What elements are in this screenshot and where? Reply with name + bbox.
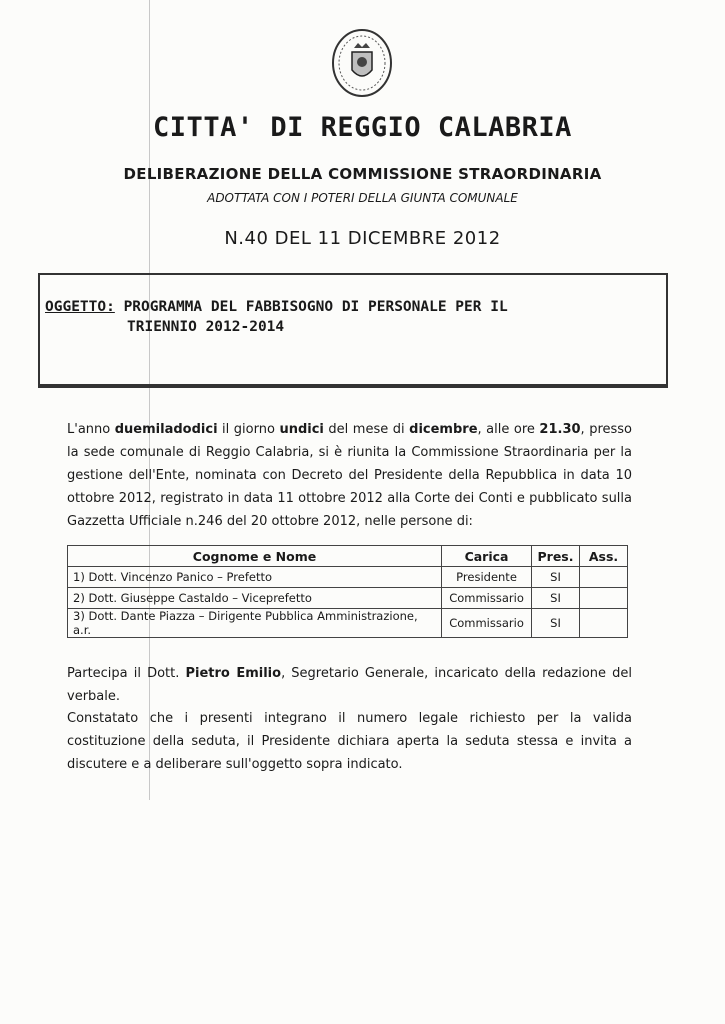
table-row [68,567,628,588]
subject-label: OGGETTO: [45,299,115,315]
member-name: 1) Dott. Vincenzo Panico – Prefetto [68,567,442,588]
time-value: 21.30 [539,422,581,437]
member-role: Presidente [442,567,532,588]
header-role: Carica [442,546,532,567]
deliberation-body-title: DELIBERAZIONE DELLA COMMISSIONE STRAORDINARIA [123,165,602,183]
member-present: SI [532,567,580,588]
closing-paragraph: Constatato che i presenti integrano il numero legale richiesto per la valida costituzione della seduta, il Presidente dichiara aperta la seduta stessa e invita a discutere e a deliberare sull'oggetto sopra indicato. [67,711,632,772]
intro-paragraph: L'anno duemiladodici il giorno undici del mese di dicembre, alle ore 21.30, presso la sede comunale di Reggio Calabria, si è riunita la Commissione Straordinaria per la gestione dell'Ente, nominata con Decreto del Presidente della Repubblica in data 10 ottobre 2012, registrato in data 11 ottobre 2012 alla Corte dei Conti e pubblicato sulla Gazzetta Ufficiale n.246 del 20 ottobre 2012, nelle persone di: [67,422,633,529]
secretary-paragraph: Partecipa il Dott. Pietro Emilio, Segretario Generale, incaricato della redazione del verbale. [67,666,632,704]
secretary-name: Pietro Emilio [185,666,282,681]
subject-line-1: PROGRAMMA DEL FABBISOGNO DI PERSONALE PER IL [123,299,508,315]
year-word: duemiladodici [114,422,218,437]
members-table [67,545,628,638]
header-present: Pres. [532,546,580,567]
day-word: undici [279,422,324,437]
city-seal-emblem [331,28,393,98]
member-absent [580,588,628,609]
member-name: 3) Dott. Dante Piazza – Dirigente Pubblica Amministrazione, a.r. [68,609,442,638]
member-name: 2) Dott. Giuseppe Castaldo – Viceprefetto [68,588,442,609]
table-header-row [68,546,628,567]
subject-line-2: TRIENNIO 2012-2014 [127,319,285,335]
member-role: Commissario [442,609,532,638]
city-title: CITTA' DI REGGIO CALABRIA [153,112,572,143]
member-absent [580,567,628,588]
subject-text [45,297,645,337]
table-row [68,588,628,609]
table-row [68,609,628,638]
adopted-note: ADOTTATA CON I POTERI DELLA GIUNTA COMUNALE [207,191,518,205]
header-name: Cognome e Nome [68,546,442,567]
member-present: SI [532,588,580,609]
header-absent: Ass. [580,546,628,567]
month-word: dicembre [409,422,478,437]
member-absent [580,609,628,638]
deliberation-number: N.40 DEL 11 DICEMBRE 2012 [224,228,501,249]
member-present: SI [532,609,580,638]
member-role: Commissario [442,588,532,609]
